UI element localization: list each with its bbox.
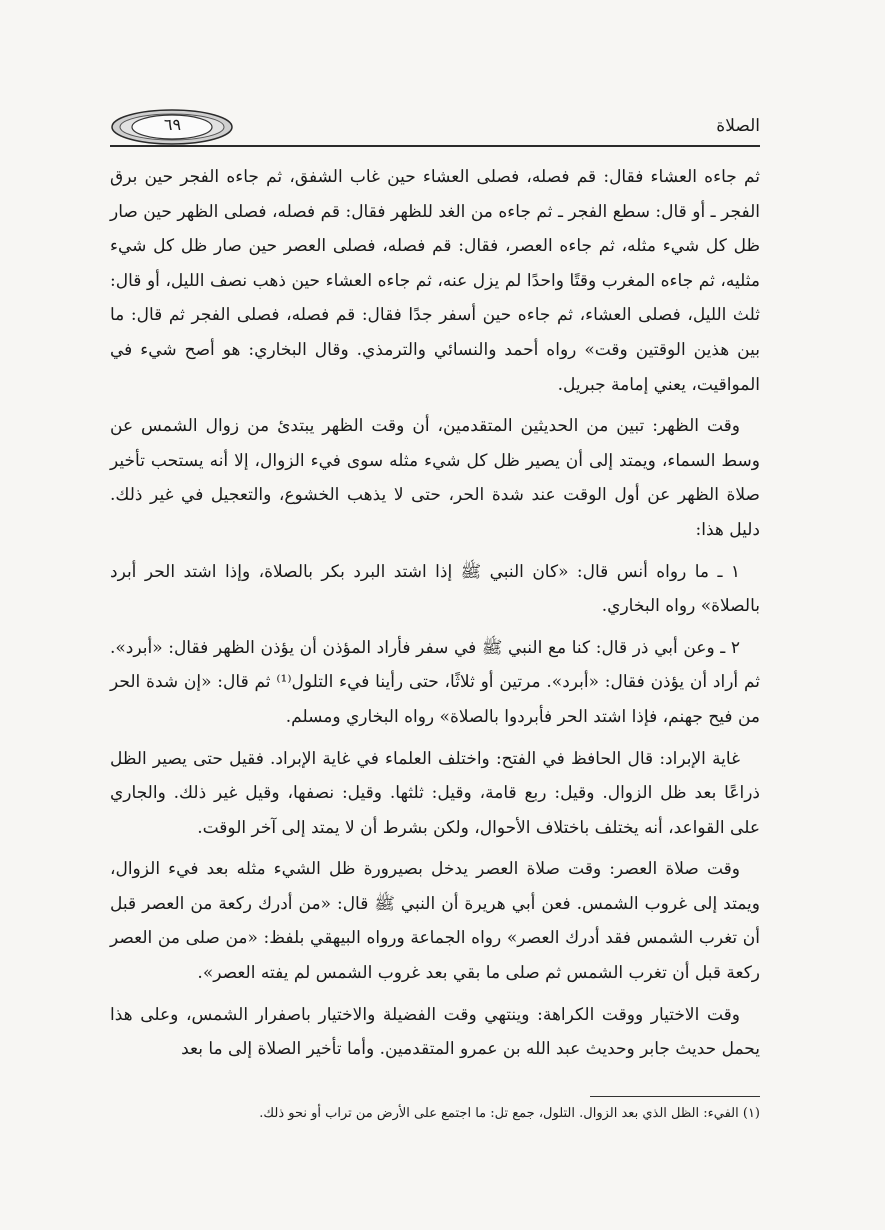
header-rule bbox=[110, 145, 760, 147]
footnote: (١) الفيء: الظل الذي بعد الزوال. التلول، جمع تل: ما اجتمع على الأرض من تراب أو نحو ذلك. bbox=[259, 1106, 760, 1121]
running-title: الصلاة bbox=[716, 116, 760, 136]
footnote-rule bbox=[590, 1096, 760, 1097]
page-header bbox=[110, 108, 760, 148]
paragraph-evidence-2: ٢ ـ وعن أبي ذر قال: كنا مع النبي ﷺ في سفر فأراد المؤذن أن يؤذن الظهر فقال: «أبرد». ثم أراد أن يؤذن فقال: «أبرد». مرتين أو ثلاثًا، حتى رأينا فيء التلول⁽¹⁾ ثم قال: «إن شدة الحر من فيح جهنم، فإذا اشتد الحر فأبردوا بالصلاة» رواه البخاري ومسلم. bbox=[110, 637, 760, 727]
body-text bbox=[110, 160, 760, 1067]
page-number-ornament bbox=[110, 108, 235, 146]
paragraph-ibrad-limit: غاية الإبراد: قال الحافظ في الفتح: واختلف العلماء في غاية الإبراد. فقيل حتى يصير الظل ذراعًا بعد ظل الزوال. وقيل: ربع قامة، وقيل: ثلثها. وقيل: نصفها، وقيل غير ذلك. والجاري على القواعد، أنه يختلف باختلاف الأحوال، ولكن بشرط أن لا يمتد إلى آخر الوقت. bbox=[110, 748, 760, 838]
paragraph-evidence-1: ١ ـ ما رواه أنس قال: «كان النبي ﷺ إذا اشتد البرد بكر بالصلاة، وإذا اشتد الحر أبرد بالصلاة» رواه البخاري. bbox=[110, 561, 760, 617]
page-number: ٦٩ bbox=[163, 115, 182, 134]
paragraph-asr-time: وقت صلاة العصر: وقت صلاة العصر يدخل بصيرورة ظل الشيء مثله بعد فيء الزوال، ويمتد إلى غروب الشمس. فعن أبي هريرة أن النبي ﷺ قال: «من أدرك ركعة من العصر قبل أن تغرب الشمس فقد أدرك العصر» رواه الجماعة ورواه البيهقي بلفظ: «من صلى من العصر ركعة قبل أن تغرب الشمس ثم صلى ما بقي بعد غروب الشمس لم يفته العصر». bbox=[110, 859, 760, 984]
paragraph-preferred-time: وقت الاختيار ووقت الكراهة: وينتهي وقت الفضيلة والاختيار باصفرار الشمس، وعلى هذا يحمل حديث جابر وحديث عبد الله بن عمرو المتقدمين. وأما تأخير الصلاة إلى ما بعد bbox=[110, 1004, 760, 1060]
paragraph-hadith-continuation: ثم جاءه العشاء فقال: قم فصله، فصلى العشاء حين غاب الشفق، ثم جاءه الفجر حين برق الفجر ـ أو قال: سطع الفجر ـ ثم جاءه من الغد للظهر فقال: قم فصله، فصلى الظهر حين صار ظل كل شيء مثله، ثم جاءه العصر، فقال: قم فصله، فصلى العصر حين صار ظل كل شيء مثليه، ثم جاءه المغرب وقتًا واحدًا لم يزل عنه، ثم جاءه العشاء حين ذهب نصف الليل، أو قال: ثلث الليل، فصلى العشاء، ثم جاءه حين أسفر جدًا فقال: قم فصله، فصلى الفجر ثم قال: ما بين هذين الوقتين وقت» رواه أحمد والنسائي والترمذي. وقال البخاري: هو أصح شيء في المواقيت، يعني إمامة جبريل. bbox=[110, 167, 760, 395]
paragraph-dhuhr-time: وقت الظهر: تبين من الحديثين المتقدمين، أن وقت الظهر يبتدئ من زوال الشمس عن وسط السماء، ويمتد إلى أن يصير ظل كل شيء مثله سوى فيء الزوال، إلا أنه يستحب تأخير صلاة الظهر عن أول الوقت عند شدة الحر، حتى لا يذهب الخشوع، والتعجيل في غير ذلك. دليل هذا: bbox=[110, 416, 760, 540]
